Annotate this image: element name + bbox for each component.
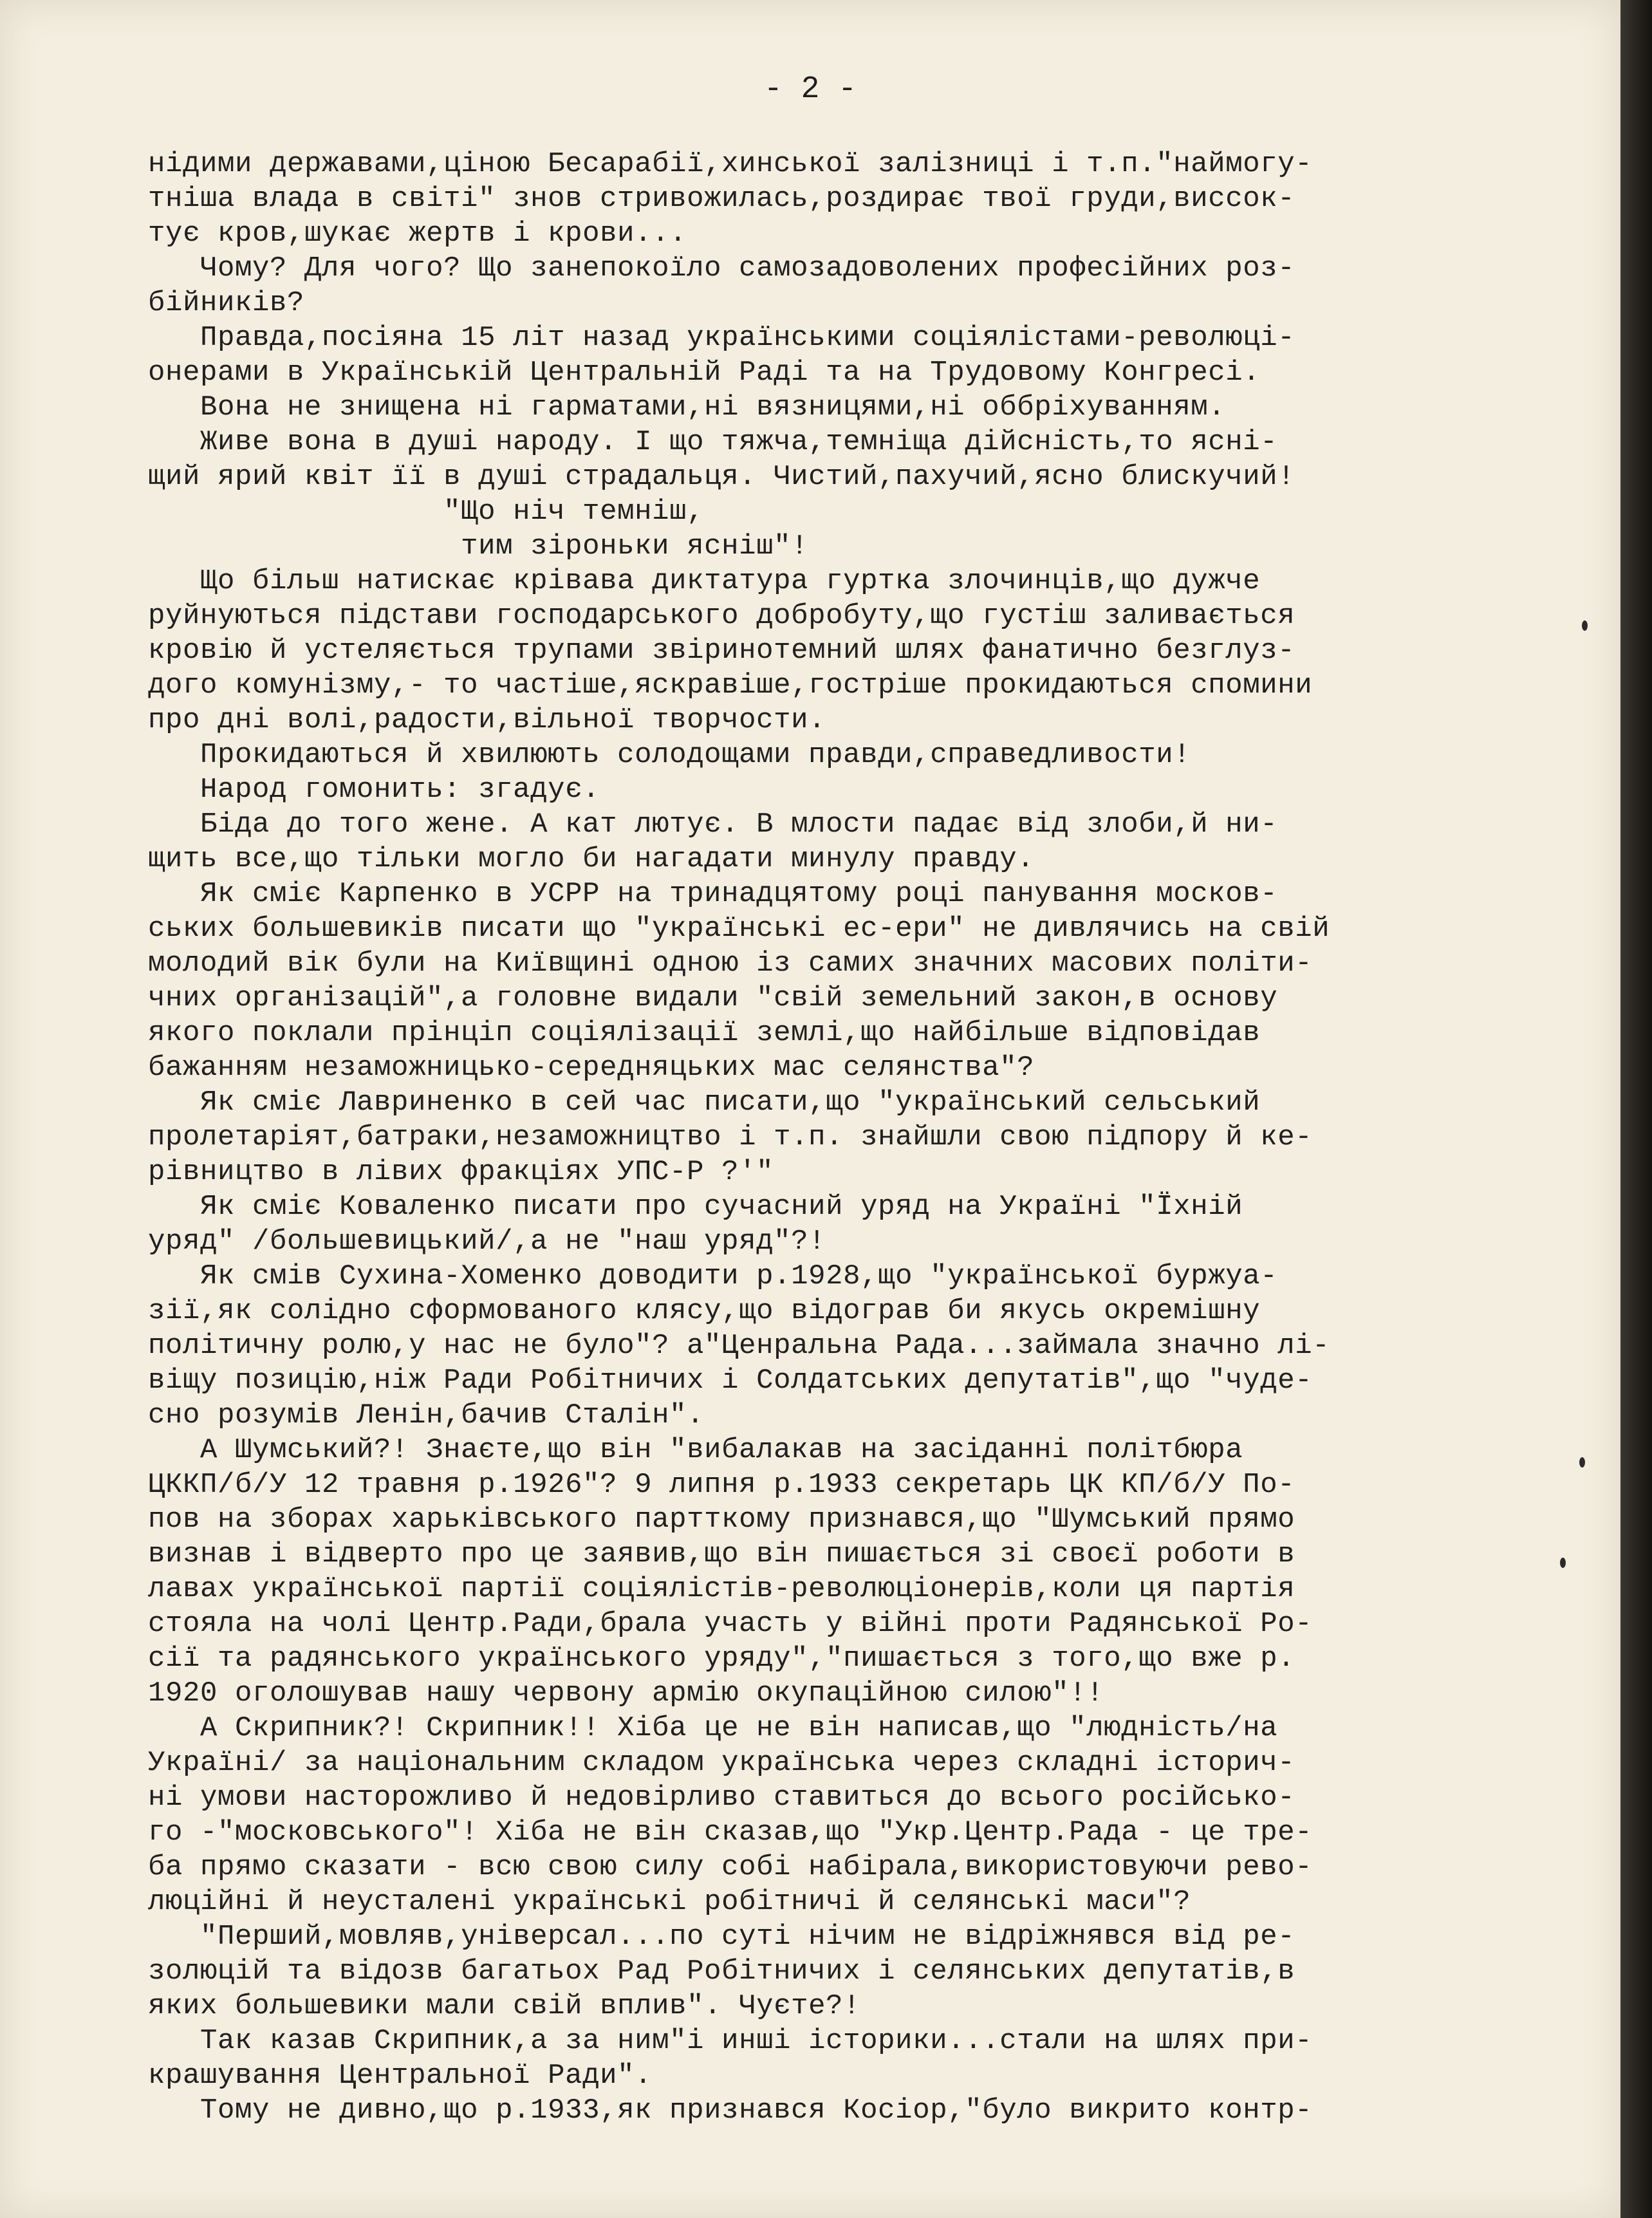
punch-mark bbox=[1579, 1457, 1585, 1468]
document-body bbox=[148, 147, 1487, 2128]
text-line: ба прямо сказати - всю свою силу собі набірала,використовуючи рево- bbox=[148, 1851, 1313, 1883]
text-line: бійників? bbox=[148, 287, 305, 319]
text-line: Чому? Для чого? Що занепокоїло самозадоволених професійних роз- bbox=[148, 252, 1295, 284]
text-line: політичну ролю,у нас не було"? а"Ценральна Рада...займала значно лі- bbox=[148, 1330, 1330, 1362]
text-line: сно розумів Ленін,бачив Сталін". bbox=[148, 1399, 705, 1431]
text-line: тує кров,шукає жертв і крови... bbox=[148, 218, 687, 250]
text-line: "Що ніч темніш, bbox=[148, 496, 705, 528]
text-line: Як сміє Лавриненко в сей час писати,що "український сельський bbox=[148, 1086, 1261, 1119]
text-line: Як смів Сухина-Хоменко доводити р.1928,що "української буржуа- bbox=[148, 1260, 1278, 1292]
text-line: Як сміє Коваленко писати про сучасний уряд на Україні "Їхній bbox=[148, 1191, 1243, 1223]
text-line: Народ гомонить: згадує. bbox=[148, 774, 600, 806]
text-line: пов на зборах харьківського партткому признався,що "Шумський прямо bbox=[148, 1504, 1295, 1536]
text-line: стояла на чолі Центр.Ради,брала участь у війні проти Радянської Ро- bbox=[148, 1608, 1313, 1640]
text-line: рівництво в лівих фракціях УПС-Р ?'" bbox=[148, 1156, 774, 1188]
text-line: щить все,що тільки могло би нагадати минулу правду. bbox=[148, 843, 1035, 875]
text-line: Вона не знищена ні гарматами,ні вязницями,ні оббріхуванням. bbox=[148, 391, 1226, 424]
text-line: тим зіроньки ясніш"! bbox=[148, 530, 809, 563]
text-line: бажанням незаможницько-середняцьких мас селянства"? bbox=[148, 1052, 1035, 1084]
text-line: Україні/ за національним складом українська через складні історич- bbox=[148, 1747, 1295, 1779]
text-line: Правда,посіяна 15 літ назад українськими соціялістами-революці- bbox=[148, 322, 1295, 354]
text-line: Як сміє Карпенко в УСРР на тринадцятому році панування москов- bbox=[148, 878, 1278, 910]
book-binding-edge bbox=[1620, 0, 1652, 2218]
text-line: онерами в Українській Центральній Раді та на Трудовому Конгресі. bbox=[148, 357, 1261, 389]
text-line: дого комунізму,- то частіше,яскравіше,гостріше прокидаються спомини bbox=[148, 669, 1313, 702]
text-line: ських большевиків писати що "українські ес-ери" не дивлячись на свій bbox=[148, 913, 1330, 945]
punch-mark bbox=[1582, 620, 1588, 631]
text-line: Живе вона в душі народу. І що тяжча,темніща дійсність,то ясні- bbox=[148, 426, 1278, 458]
text-line: уряд" /большевицький/,а не "наш уряд"?! bbox=[148, 1225, 826, 1258]
text-line: про дні волі,радости,вільної творчости. bbox=[148, 704, 826, 736]
text-line: "Перший,мовляв,універсал...по суті нічим не відріжнявся від ре- bbox=[148, 1921, 1295, 1953]
text-line: якого поклали прінціп соціялізації землі,що найбільше відповідав bbox=[148, 1017, 1261, 1049]
text-line: лавах української партії соціялістів-революціонерів,коли ця партія bbox=[148, 1573, 1295, 1605]
text-line: зії,як солідно сформованого кляcу,що відограв би якусь окремішну bbox=[148, 1295, 1261, 1327]
text-line: щий ярий квіт її в душі страдальця. Чистий,пахучий,ясно блискучий! bbox=[148, 461, 1295, 493]
text-line: віщу позицію,ніж Ради Робітничих і Солдатських депутатів",що "чуде- bbox=[148, 1365, 1313, 1397]
text-line: ні умови насторожливо й недовірливо ставиться до всього російсько- bbox=[148, 1782, 1295, 1814]
text-line: А Скрипник?! Скрипник!! Хіба це не він написав,що "людність/на bbox=[148, 1712, 1278, 1744]
text-line: люційні й неусталені українські робітничі й селянські маси"? bbox=[148, 1886, 1191, 1918]
page-number: - 2 - bbox=[763, 72, 857, 107]
text-line: го -"московського"! Хіба не він сказав,що "Укр.Центр.Рада - це тре- bbox=[148, 1816, 1313, 1849]
text-line: яких большевики мали свій вплив". Чуєте?! bbox=[148, 1990, 861, 2022]
text-line: Тому не дивно,що р.1933,як признався Косіор,"було викрито контр- bbox=[148, 2094, 1313, 2127]
text-line: тніша влада в світі" знов стривожилась,роздирає твої груди,виссок- bbox=[148, 183, 1295, 215]
punch-mark bbox=[1560, 1558, 1566, 1568]
text-line: сії та радянського українського уряду","пишається з того,що вже р. bbox=[148, 1643, 1295, 1675]
text-line: руйнуються підстави господарського добробуту,що густіш заливається bbox=[148, 600, 1295, 632]
text-line: 1920 оголошував нашу червону армію окупаційною силою"!! bbox=[148, 1677, 1104, 1710]
text-line: Біда до того жене. А кат лютує. В млости падає від злоби,й ни- bbox=[148, 808, 1278, 841]
text-line: золюцій та відозв багатьох Рад Робітничих і селянських депутатів,в bbox=[148, 1955, 1295, 1988]
text-line: кровію й устеляється трупами звіринотемний шлях фанатично безглуз- bbox=[148, 635, 1295, 667]
text-line: ЦККП/б/У 12 травня р.1926"? 9 липня р.1933 секретарь ЦК КП/б/У По- bbox=[148, 1469, 1295, 1501]
text-line: Так казав Скрипник,а за ним"і инші історики...стали на шлях при- bbox=[148, 2025, 1313, 2057]
text-line: визнав і відверто про це заявив,що він пишається зі своєї роботи в bbox=[148, 1538, 1295, 1570]
text-line: нідими державами,ціною Бесарабії,хинської залізниці і т.п."наймогу- bbox=[148, 148, 1313, 180]
text-line: крашування Центральної Ради". bbox=[148, 2060, 653, 2092]
text-line: пролетаріят,батраки,незаможництво і т.п. знайшли свою підпору й ке- bbox=[148, 1121, 1313, 1153]
text-line: Прокидаються й хвилюють солодощами правди,справедливости! bbox=[148, 739, 1191, 771]
text-line: Що більш натискає крівава диктатура гуртка злочинців,що дужче bbox=[148, 565, 1261, 597]
text-line: молодий вік були на Київщині одною із самих значних масових політи- bbox=[148, 947, 1313, 980]
text-line: чних організацій",а головне видали "свій земельний закон,в основу bbox=[148, 982, 1278, 1014]
text-line: А Шумський?! Знаєте,що він "вибалакав на засіданні політбюра bbox=[148, 1434, 1243, 1466]
